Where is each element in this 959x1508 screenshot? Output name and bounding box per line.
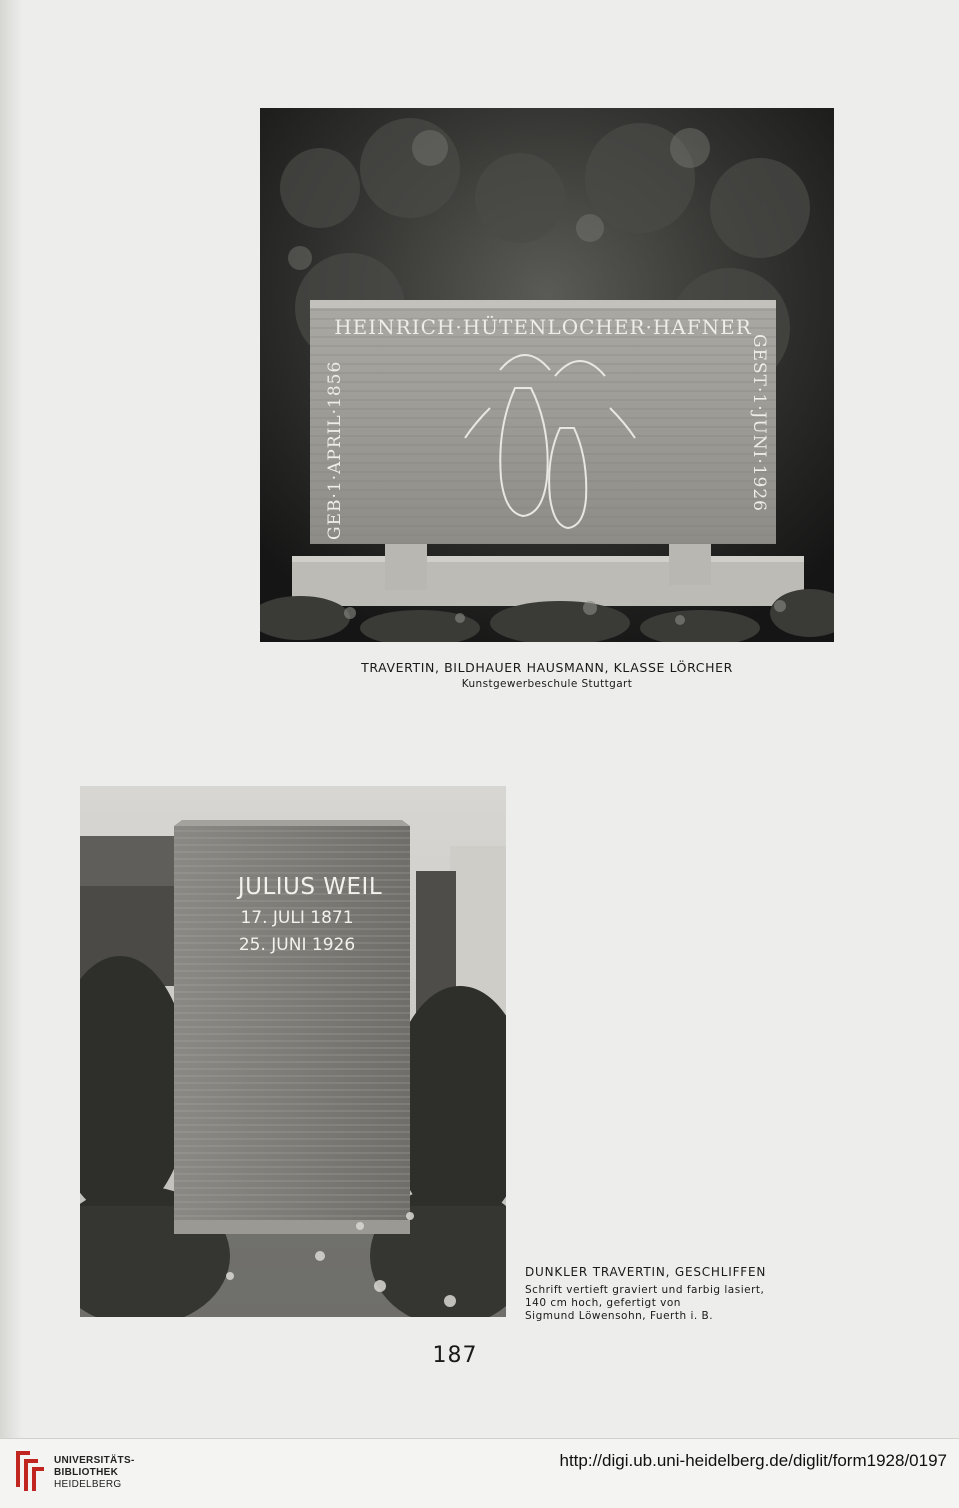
library-name-line: BIBLIOTHEK (54, 1467, 119, 1478)
library-logo-icon[interactable] (12, 1447, 46, 1493)
library-name-line: UNIVERSITÄTS- (54, 1455, 135, 1466)
page-number: 187 (432, 1343, 478, 1368)
slab-inscription-left: GEB·1·APRIL·1856 (325, 360, 345, 540)
library-name-line: HEIDELBERG (54, 1479, 122, 1490)
photo-travertine-slab-image (260, 108, 834, 642)
photo2-caption-line: Sigmund Löwensohn, Fuerth i. B. (525, 1310, 714, 1322)
photo2-caption-title: DUNKLER TRAVERTIN, GESCHLIFFEN (525, 1265, 767, 1279)
slab-inscription-top: HEINRICH·HÜTENLOCHER·HAFNER (334, 315, 752, 339)
stele-inscription-born: 17. JULI 1871 (240, 908, 354, 928)
page-edge-shadow (0, 0, 22, 1440)
photo-travertine-slab (260, 108, 834, 642)
photo1-caption-subtitle: Kunstgewerbeschule Stuttgart (461, 678, 633, 690)
slab-inscription-right: GEST·1·JUNI·1926 (749, 334, 769, 512)
photo2-caption-line: 140 cm hoch, gefertigt von (525, 1297, 681, 1309)
footer-bar (0, 1438, 959, 1508)
photo-julius-weil-stele (80, 786, 506, 1317)
stele-inscription-name: JULIUS WEIL (237, 874, 383, 900)
permalink-url[interactable]: http://digi.ub.uni-heidelberg.de/diglit/form1928/0197 (559, 1451, 947, 1470)
photo1-caption-title: TRAVERTIN, BILDHAUER HAUSMANN, KLASSE LÖRCHER (361, 660, 733, 675)
stele-inscription-died: 25. JUNI 1926 (238, 935, 356, 955)
photo-julius-weil-stele-image (80, 786, 506, 1317)
photo2-caption-line: Schrift vertieft graviert und farbig lasiert, (525, 1284, 765, 1296)
